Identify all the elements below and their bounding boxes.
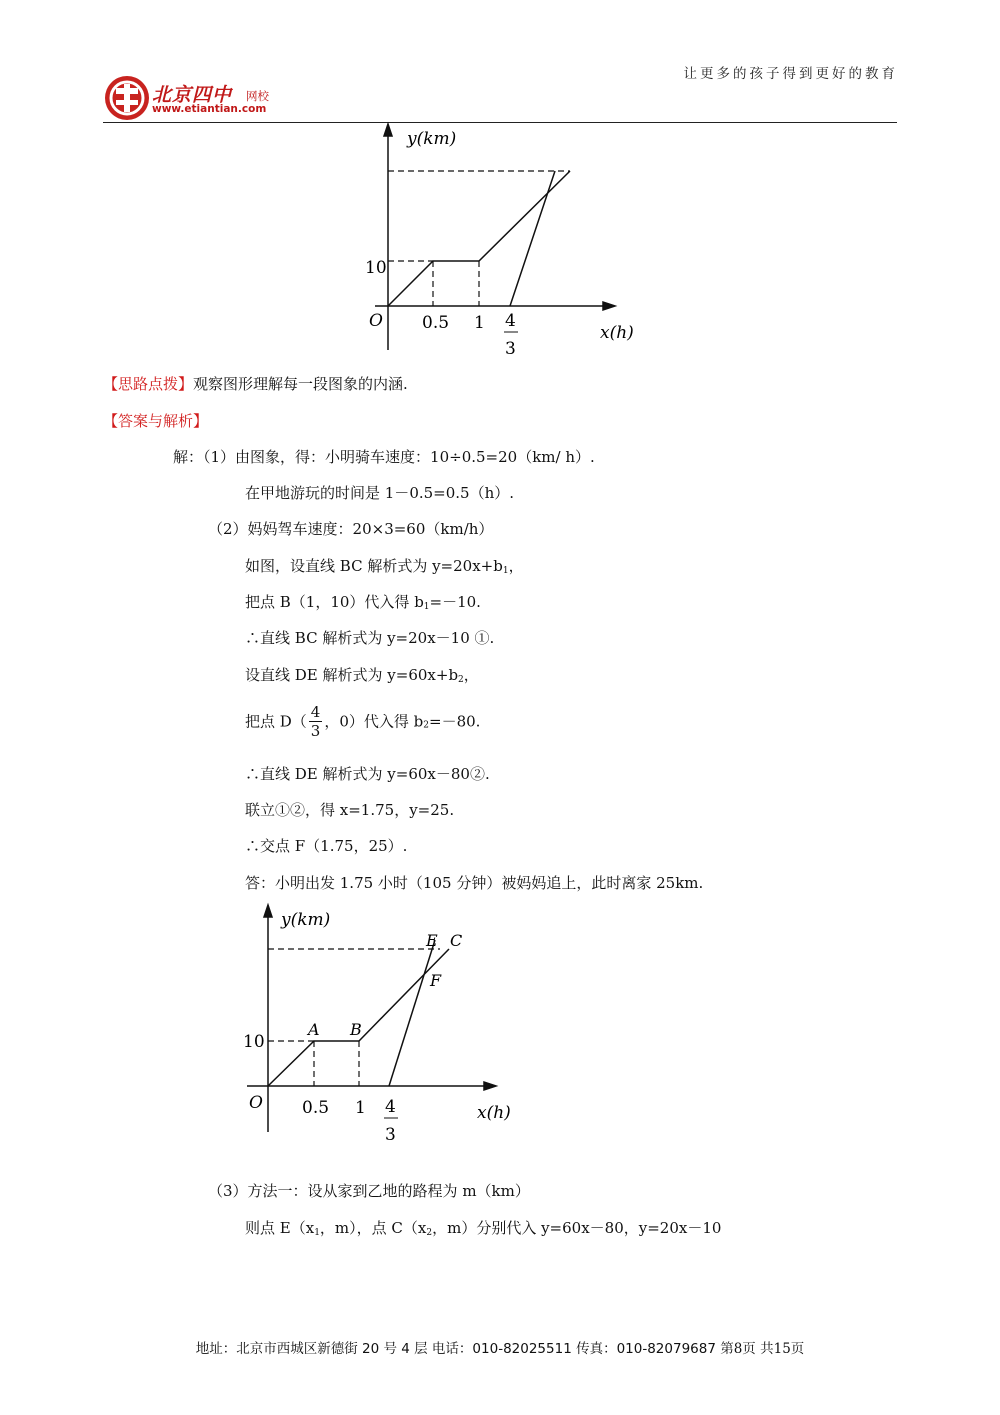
graph2-point-F: F	[430, 971, 442, 990]
graph1-origin: O	[369, 311, 383, 331]
page-footer	[100, 1337, 900, 1357]
graph1-tick-0.5: 0.5	[422, 313, 450, 333]
logo-name: 北京四中	[152, 84, 233, 106]
graph2-origin: O	[249, 1093, 263, 1113]
graph2-tick-frac-num: 4	[385, 1097, 396, 1117]
logo-sub: 网校	[246, 89, 269, 103]
answer-line-11: ∴交点 F（1.75，25）.	[245, 837, 408, 855]
graph2-point-C: C	[450, 931, 463, 950]
answer-line-9: ∴直线 DE 解析式为 y=60x－80②.	[245, 765, 490, 783]
school-logo-icon	[103, 74, 151, 122]
graph1-x-arrow	[603, 302, 615, 310]
graph1-tick-frac-den: 3	[505, 339, 516, 359]
graph2-point-B: B	[350, 1020, 362, 1039]
answer-label: 【答案与解析】	[103, 412, 209, 430]
answer-line-4: 如图，设直线 BC 解析式为 $y=20x+b_1$，	[245, 557, 524, 576]
hint-line	[103, 374, 408, 394]
footer-address: 地址：北京市西城区新德街 20 号 4 层 电话：010-82025511 传真：010-82079687	[195, 1341, 716, 1357]
answer-line-12: 答：小明出发 1.75 小时（105 分钟）被妈妈追上，此时离家 25km.	[245, 874, 704, 892]
graph1-y-label: y(km)	[407, 129, 457, 149]
graph2-mom-line	[389, 940, 435, 1086]
graph1-tick-1: 1	[474, 313, 485, 333]
answer-line-2: 在甲地游玩的时间是 1－0.5=0.5（h）.	[245, 484, 515, 502]
answer-line-6: ∴直线 BC 解析式为 y=20x－10 ①.	[245, 629, 495, 647]
graph1-tick-10: 10	[365, 258, 387, 278]
hint-text: 观察图形理解每一段图象的内涵.	[193, 375, 408, 393]
graph1-tick-frac-num: 4	[505, 311, 516, 331]
answer-line-1: 解：（1）由图象，得：小明骑车速度：10÷0.5=20（km/ h）.	[173, 448, 595, 466]
graph1-x-label: x(h)	[600, 323, 634, 343]
footer-page-number: 第8页 共15页	[720, 1341, 805, 1357]
graph2-x-label: x(h)	[477, 1103, 511, 1123]
graph1-y-arrow	[384, 124, 392, 136]
answer-line-10: 联立①②，得 x=1.75，y=25.	[245, 801, 455, 819]
graph-1	[355, 120, 645, 365]
graph2-point-E: E	[426, 931, 438, 950]
graph2-y-label: y(km)	[281, 910, 331, 930]
answer-line-8: 把点 D（ $\frac{4}{3}$ ，0）代入得 $b_2=-80$.	[245, 703, 481, 740]
graph1-mom-line	[510, 171, 555, 306]
part3-line-1: （3）方法一：设从家到乙地的路程为 m（km）	[208, 1182, 530, 1200]
answer-line-3: （2）妈妈驾车速度：20×3=60（km/h）	[208, 520, 494, 538]
fraction-4-3: $\frac{4}{3}$	[310, 703, 321, 740]
part3-line-2: 则点 $E(x_1$，m），点 $C(x_2$，m）分别代入 y=60x－80，y=20x－10	[245, 1219, 722, 1238]
graph2-tick-frac-den: 3	[385, 1125, 396, 1145]
answer-line-5: 把点 B（1，10）代入得 $b_1=-10$.	[245, 593, 481, 612]
logo-url: www.etiantian.com	[152, 103, 267, 115]
answer-line-7: 设直线 DE 解析式为 $y=60x+b_2$，	[245, 666, 479, 685]
graph2-tick-1: 1	[355, 1098, 366, 1118]
graph2-point-A: A	[308, 1020, 320, 1039]
header-slogan: 让更多的孩子得到更好的教育	[683, 66, 898, 82]
graph-2	[235, 900, 525, 1150]
graph2-tick-10: 10	[243, 1032, 265, 1052]
hint-label: 【思路点拨】	[103, 375, 194, 393]
graph2-tick-0.5: 0.5	[302, 1098, 330, 1118]
